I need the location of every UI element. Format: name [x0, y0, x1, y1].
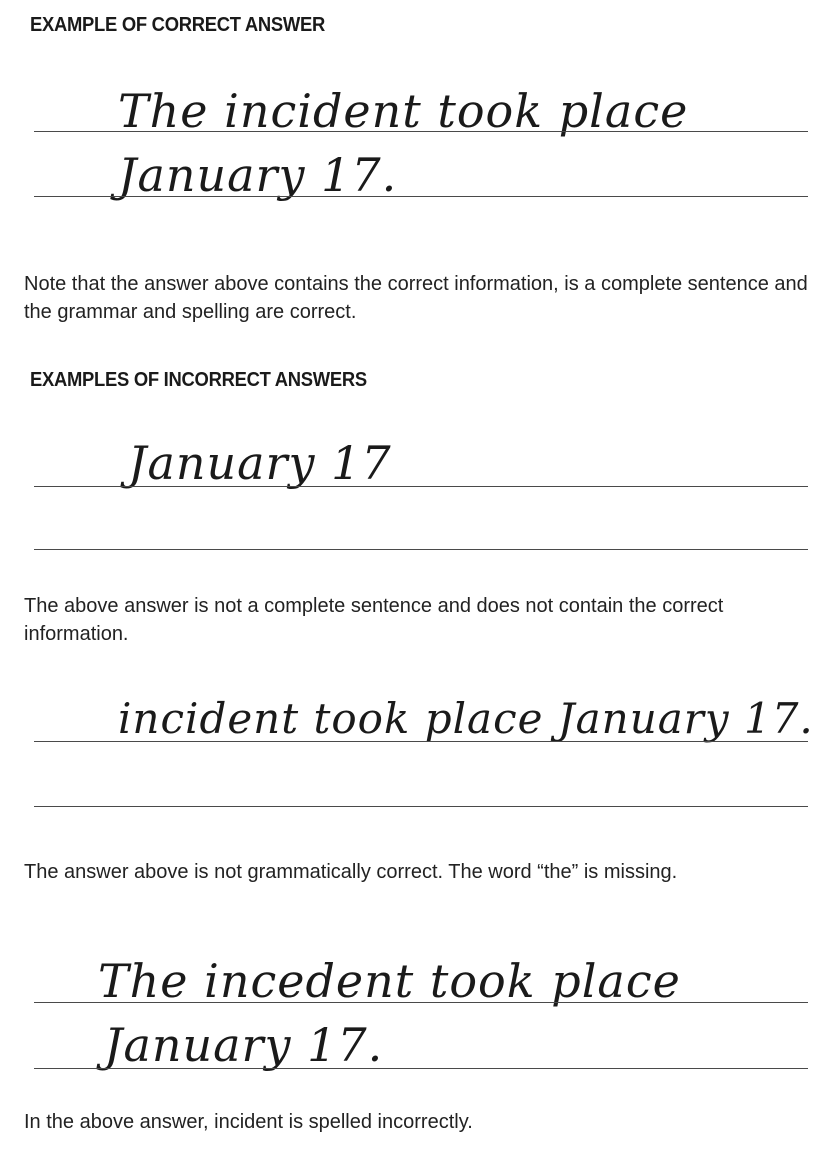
answer-rule [34, 131, 808, 132]
incorrect-answer-2-line1: incident took place January 17. [118, 694, 814, 743]
correct-answer-line1: The incident took place [118, 84, 689, 138]
incorrect-answer-3-note: In the above answer, incident is spelled incorrectly. [24, 1111, 473, 1133]
answer-rule [34, 741, 808, 742]
answer-rule [34, 806, 808, 807]
incorrect-answer-3-line1: The incedent took place [98, 954, 681, 1008]
answer-rule [34, 486, 808, 487]
answer-rule [34, 1068, 808, 1069]
answer-rule [34, 549, 808, 550]
correct-answer-line2: January 17. [118, 148, 398, 202]
answer-rule [34, 1002, 808, 1003]
correct-answer-note: Note that the answer above contains the correct information, is a complete sentence and the grammar and spelling are correct. [24, 273, 808, 323]
answer-rule [34, 196, 808, 197]
incorrect-examples-heading: EXAMPLES OF INCORRECT ANSWERS [30, 369, 367, 391]
incorrect-answer-3-line2: January 17. [104, 1018, 384, 1072]
incorrect-answer-2-note: The answer above is not grammatically correct. The word “the” is missing. [24, 861, 678, 883]
correct-example-heading: EXAMPLE OF CORRECT ANSWER [30, 14, 326, 36]
incorrect-answer-1-line1: January 17 [128, 436, 392, 490]
incorrect-answer-1-note: The above answer is not a complete sentence and does not contain the correct information. [24, 595, 724, 645]
